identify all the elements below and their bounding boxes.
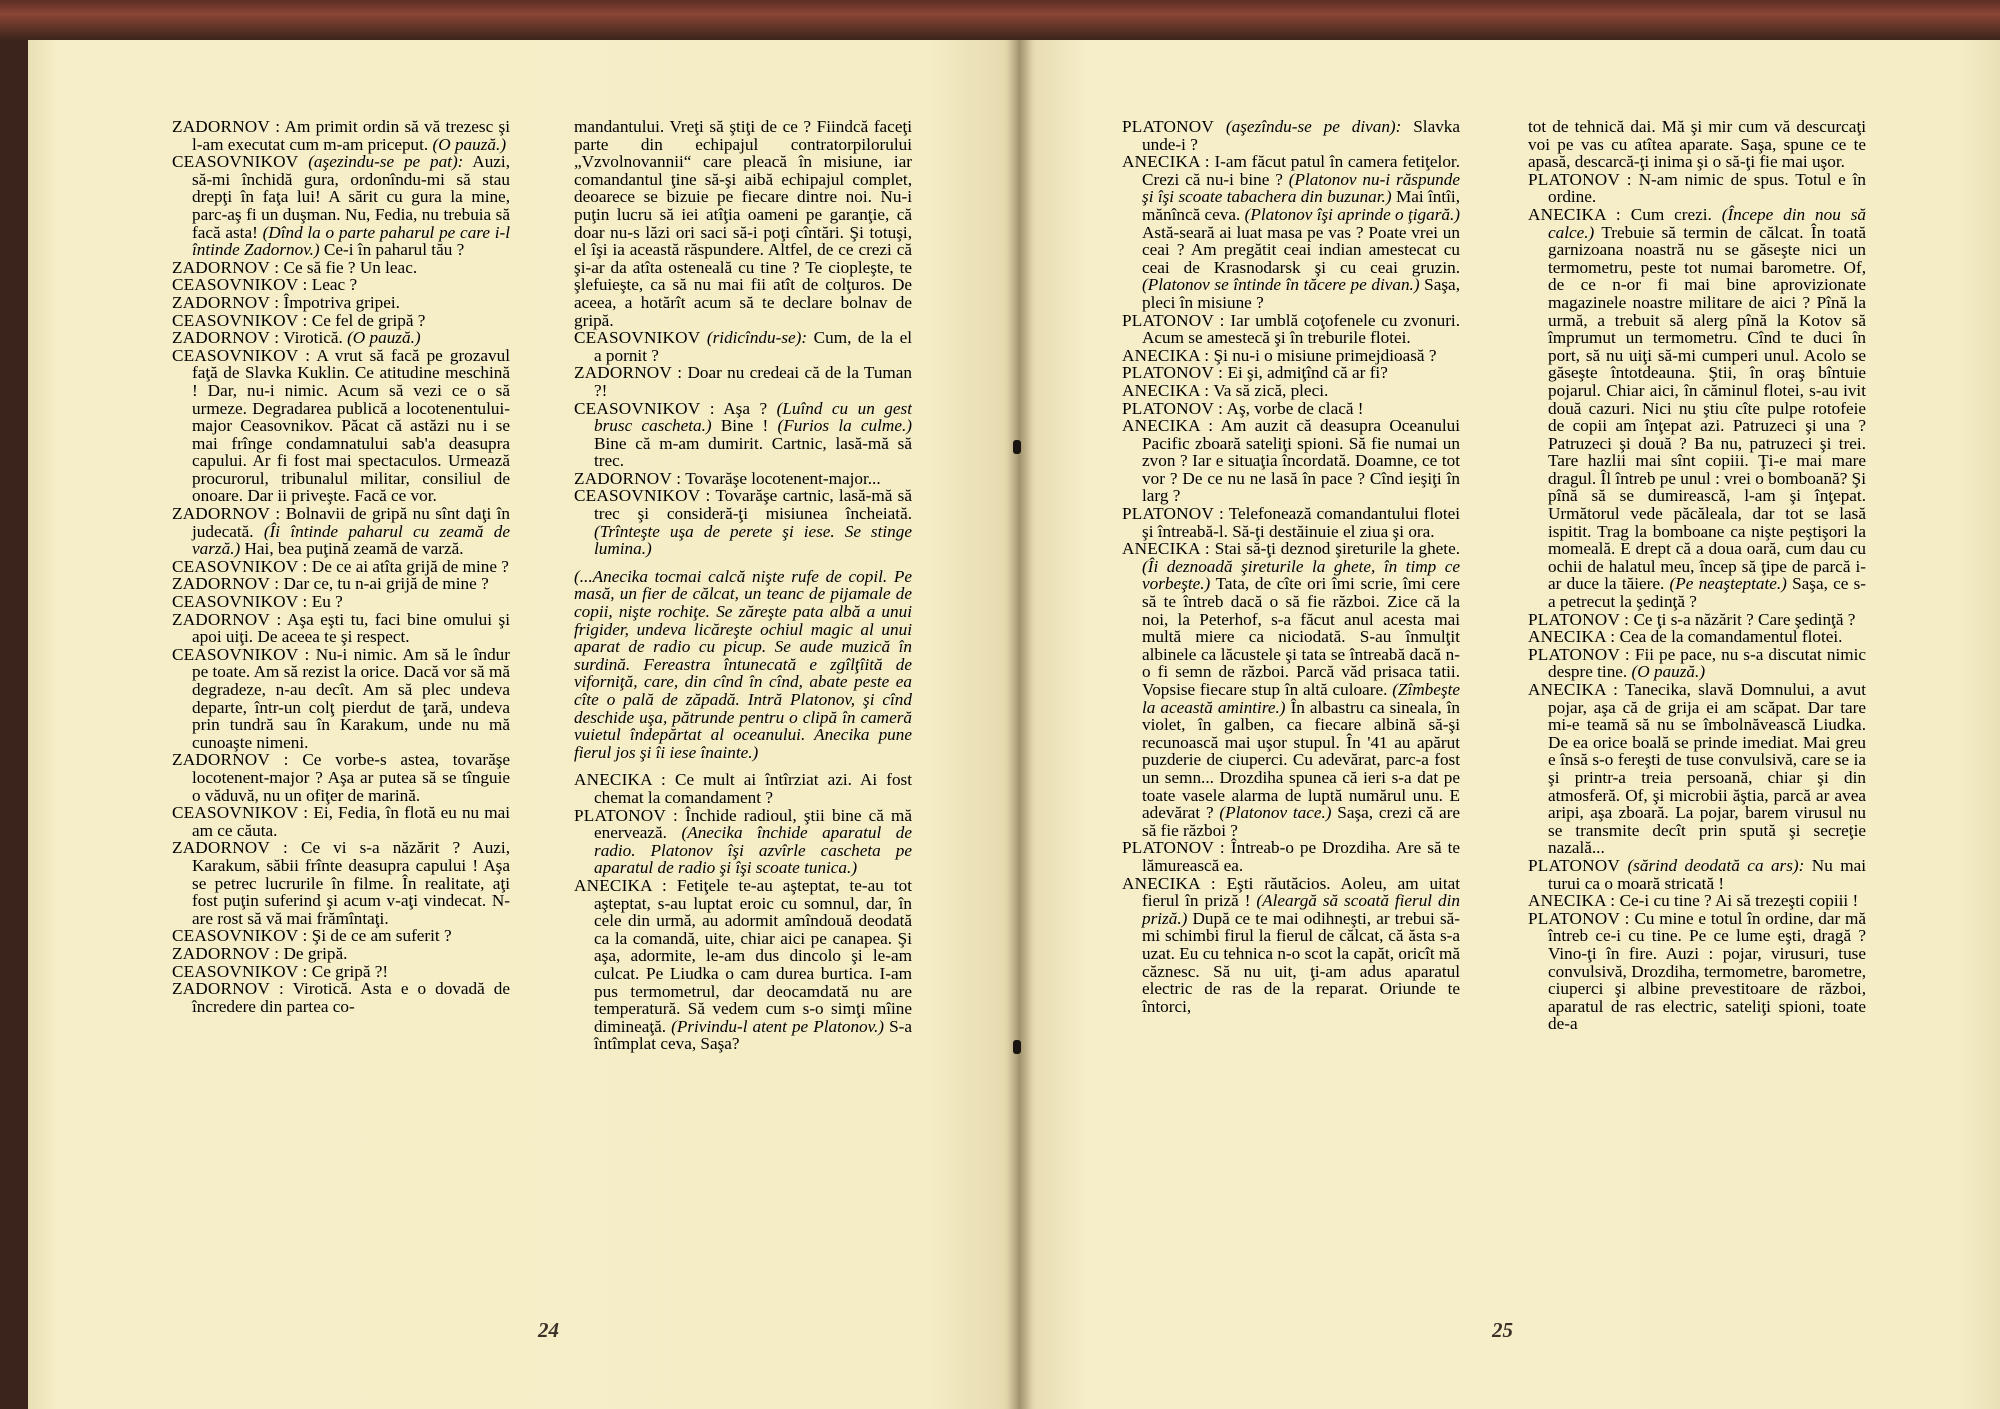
dialogue-text: Ce ţi s-a năzărit ? Care şedinţă ? xyxy=(1633,609,1856,629)
dialogue-text: Cu mine e totul în ordine, dar mă întreb ce-i cu tine. Pe ce lume eşti, dragă ? Vino-ţi în fire. Auzi : pojar, virusuri, tuse convulsivă, Drozdiha, termometre, barometre, ciuperci şi albine prevestitoare de război, aparatul de ras electric, sateliţi spioni, toate de-a xyxy=(1548,908,1866,1034)
stage-direction-text: (Zîmbeşte la această amintire.) xyxy=(1142,680,1460,717)
dialogue-text: Saşa, crezi că are să fie război ? xyxy=(1142,803,1460,840)
speaker-name: PLATONOV : xyxy=(1122,504,1224,524)
stage-direction-text: (Furios la culme.) xyxy=(777,416,912,436)
dialogue-text: Saşa, pleci în misiune ? xyxy=(1142,275,1460,312)
page-number: 25 xyxy=(1492,1318,1513,1342)
speaker-name: PLATONOV : xyxy=(1528,609,1630,629)
dialogue-text: N-am nimic de spus. Totul e în ordine. xyxy=(1548,169,1866,207)
stage-direction-text: (ridicîndu-se): xyxy=(706,328,808,348)
stage-direction-text: (Anecika închide aparatul de radio. Platonov îşi azvîrle cascheta pe aparatul de radio şi îşi scoate tunica.) xyxy=(594,823,912,878)
speaker-name: ANECIKA : xyxy=(574,770,666,790)
dialogue-text: Ce gripă ?! xyxy=(311,961,389,981)
speaker-name: ANECIKA : xyxy=(1528,680,1619,699)
text-column xyxy=(1528,118,1866,1278)
dialogue-line xyxy=(1122,118,1460,153)
dialogue-line xyxy=(1122,153,1460,311)
stage-direction-text: (Luînd cu un gest brusc cascheta.) xyxy=(594,398,912,436)
dialogue-text: Şi de ce am suferit ? xyxy=(311,926,452,946)
speaker-name: PLATONOV : xyxy=(1122,363,1224,383)
dialogue-line xyxy=(172,276,510,294)
dialogue-text: Tata, de cîte ori îmi scrie, îmi cere să te întreb dacă o să fie război. Zice că la noi, la Peterhof, s-a făcut anul acesta mai multă miere ca niciodată. S-au înmulţit albinele ca lăcustele şi tata se întreabă dacă n-o fi semn de război. Parcă văd prisaca tatii. Vopsise fiecare stup în altă culoare. xyxy=(1142,574,1460,699)
dialogue-line xyxy=(172,963,510,981)
dialogue-text: Ei şi, admiţînd că ar fi? xyxy=(1227,363,1388,383)
dialogue-line xyxy=(1528,910,1866,1033)
dialogue-text: Eşti răutăcios. Aoleu, am uitat fierul în priză ! xyxy=(1142,873,1460,911)
speaker-name: CEASOVNIKOV xyxy=(574,328,701,348)
stage-direction-text: (aşezîndu-se pe divan): xyxy=(1225,118,1402,136)
speaker-name: CEASOVNIKOV : xyxy=(574,398,715,418)
speaker-name: CEASOVNIKOV : xyxy=(172,803,309,823)
dialogue-text: Doar nu credeai că de la Tuman ?! xyxy=(594,363,912,400)
page-number: 24 xyxy=(538,1318,559,1342)
dialogue-text: A vrut să facă pe grozavul faţă de Slavka Kuklin. Ce atitudine meschină ! Dar, nu-i nimic. Acum să vezi ce o să urmeze. Degradarea publică a locotenentului-major Ceasovnikov. Păcat că astăzi nu i se mai frînge condamnatului sab'a deasupra capului. Ar fi fost mai spectaculos. Urmează procurorul, tribunalul militar, consiliul de onoare. Dar ii priveşte. Facă ce vor. xyxy=(192,345,510,506)
dialogue-line xyxy=(1122,382,1460,400)
dialogue-line xyxy=(1528,171,1866,206)
speaker-name: ZADORNOV : xyxy=(172,328,280,348)
dialogue-line xyxy=(172,839,510,927)
dialogue-line xyxy=(172,804,510,839)
dialogue-line xyxy=(172,259,510,277)
dialogue-text: De gripă. xyxy=(283,943,348,963)
dialogue-line xyxy=(1122,540,1460,839)
dialogue-line xyxy=(172,329,510,347)
dialogue-text: Bine că m-am dumirit. Cartnic, lasă-mă să trec. xyxy=(594,433,912,471)
dialogue-text: Ce-i cu tine ? Ai să trezeşti copiii ! xyxy=(1619,891,1859,911)
stage-direction-text: (O pauză.) xyxy=(432,134,507,154)
dialogue-text: Bine ! xyxy=(711,416,778,436)
dialogue-line xyxy=(1122,417,1460,505)
dialogue-text: S-a întîmplat ceva, Saşa? xyxy=(594,1016,912,1054)
dialogue-line xyxy=(172,153,510,259)
stage-direction-text: (Platonov nu-i răspunde şi îşi scoate tabachera din buzunar.) xyxy=(1142,169,1460,207)
dialogue-line xyxy=(1528,628,1866,646)
dialogue-text: Împotriva gripei. xyxy=(283,292,400,312)
dialogue-line xyxy=(1528,206,1866,611)
dialogue-line xyxy=(172,980,510,1015)
dialogue-text: Tanecika, slavă Domnului, a avut pojar, aşa că de grija ei am scăpat. Dar tare mi-e teamă să nu se îmbolnăvească Liudka. De ea orice boală se prinde imediat. Mai greu e însă s-o fereşti de tuse convulsivă, care se ia şi printr-a treia persoană, chiar şi din atmosferă. Of, şi microbii ăştia, parcă ar avea aripi, aşa zboară. La pojar, barem virusul nu se transmite decît prin spută şi secreţie nazală... xyxy=(1548,680,1866,858)
speaker-name: ZADORNOV : xyxy=(172,979,284,999)
dialogue-continuation xyxy=(574,118,912,329)
dialogue-text: Aşa eşti tu, faci bine omului şi apoi uiţi. De aceea te şi respect. xyxy=(192,609,510,647)
dialogue-line xyxy=(1122,364,1460,382)
speaker-name: PLATONOV : xyxy=(1122,398,1224,418)
dialogue-text: Aşa ? xyxy=(723,398,777,418)
dialogue-line xyxy=(172,347,510,505)
dialogue-text: De ce ai atîta grijă de mine ? xyxy=(311,556,509,576)
dialogue-line xyxy=(574,807,912,877)
dialogue-line xyxy=(574,877,912,1053)
speaker-name: CEASOVNIKOV : xyxy=(172,961,308,981)
dialogue-text: Iar umblă coţofenele cu zvonuri. Acum se amestecă şi în treburile flotei. xyxy=(1142,310,1460,348)
speaker-name: ANECIKA : xyxy=(1122,380,1210,400)
dialogue-text: Leac ? xyxy=(311,275,358,295)
speaker-name: CEASOVNIKOV xyxy=(172,152,299,172)
dialogue-text: Saşa, ce s-a petrecut la şedinţă ? xyxy=(1548,574,1866,612)
text-column xyxy=(574,118,912,1278)
dialogue-text: Astă-seară ai luat masa pe vas ? Poate vrei un ceai ? Am pregătit ceai indian amestecat cu ceai de Krasnodarsk şi cu ceai gruzin. xyxy=(1142,222,1460,277)
dialogue-text: Cum, de la el a pornit ? xyxy=(594,328,912,365)
dialogue-text: Fii pe pace, nu s-a discutat nimic despre tine. xyxy=(1548,644,1866,682)
dialogue-text: Cum crezi. xyxy=(1630,204,1722,224)
stage-direction-text: (Îi întinde paharul cu zeamă de varză.) xyxy=(192,521,510,559)
speaker-name: ZADORNOV : xyxy=(172,943,280,963)
dialogue-line xyxy=(1122,839,1460,874)
speaker-name: ANECIKA : xyxy=(1122,345,1210,365)
speaker-name: ZADORNOV : xyxy=(172,750,289,770)
speaker-name: CEASOVNIKOV : xyxy=(172,275,308,295)
dialogue-text: Mai întîi, mănîncă ceva. xyxy=(1142,187,1460,224)
dialogue-text: Şi nu-i o misiune primejdioasă ? xyxy=(1213,345,1437,365)
dialogue-line xyxy=(172,945,510,963)
dialogue-text: Slavka unde-i ? xyxy=(1142,118,1460,154)
dialogue-text: Am auzit că deasupra Oceanului Pacific zboară sateliţi spioni. Să fie numai un zvon ? Iar e situaţia încordată. Doamne, ce tot vor ? De ce nu ne lasă în pace ? Cînd ieşiţi în larg ? xyxy=(1142,416,1460,506)
dialogue-continuation xyxy=(1528,118,1866,171)
dialogue-text: Va să zică, pleci. xyxy=(1213,380,1329,400)
speaker-name: CEASOVNIKOV : xyxy=(574,486,711,506)
dialogue-text: (...Anecika tocmai calcă nişte rufe de copil. Pe masă, un fier de călcat, un teanc de pijamale de copii, nişte rochiţe. Se zăreşte pata albă a unui frigider, undeva licăreşte ochiul magic al unui aparat de radio cu picup. Se aude muzică în surdină. Fereastra întunecată e zgîlţîită de viforniţă, care, din cînd în cînd, abate peste ea cîte o pală de zăpadă. Intră Platonov, şi cînd deschide uşa, pătrunde pentru o clipă în cameră vuietul îndepărtat al oceanului. Anecika pune fierul jos şi îi iese înainte.) xyxy=(574,566,912,762)
speaker-name: PLATONOV : xyxy=(574,805,678,825)
stage-direction-text: (Platonov îşi aprinde o ţigară.) xyxy=(1244,204,1460,224)
dialogue-line xyxy=(574,364,912,399)
speaker-name: PLATONOV xyxy=(1528,855,1621,875)
dialogue-text: tot de tehnică dai. Mă şi mir cum vă descurcaţi voi pe vas cu atîtea aparate. Saşa, spune ce te apasă, descarcă-ţi inima şi o să-ţi fie mai uşor. xyxy=(1528,118,1866,172)
dialogue-line xyxy=(172,611,510,646)
dialogue-line xyxy=(1122,875,1460,1016)
speaker-name: PLATONOV : xyxy=(1528,169,1632,189)
dialogue-line xyxy=(172,927,510,945)
speaker-name: ANECIKA : xyxy=(1122,416,1214,436)
dialogue-text: Închide radioul, ştii bine că mă enervează. xyxy=(594,805,912,843)
speaker-name: ANECIKA : xyxy=(574,875,667,895)
speaker-name: PLATONOV : xyxy=(1122,310,1225,330)
speaker-name: CEASOVNIKOV : xyxy=(172,310,308,330)
dialogue-line xyxy=(172,593,510,611)
dialogue-line xyxy=(172,505,510,558)
dialogue-line xyxy=(574,487,912,557)
dialogue-text: I-am făcut patul în camera fetiţelor. Crezi că nu-i bine ? xyxy=(1142,152,1460,189)
dialogue-text: Dar ce, tu n-ai grijă de mine ? xyxy=(283,574,489,594)
stage-direction-text: (O pauză.) xyxy=(347,328,421,348)
stage-direction-text: (Pe neaşteptate.) xyxy=(1669,574,1787,594)
dialogue-text: Virotică. xyxy=(283,328,348,348)
speaker-name: PLATONOV : xyxy=(1528,908,1630,928)
speaker-name: PLATONOV : xyxy=(1528,644,1630,664)
stage-direction-text: (Platonov tace.) xyxy=(1219,803,1332,823)
dialogue-text: Ce-i în paharul tău ? xyxy=(319,240,465,260)
speaker-name: ANECIKA : xyxy=(1528,204,1621,224)
dialogue-line xyxy=(1528,681,1866,857)
stage-direction-text: (Privindu-l atent pe Platonov.) xyxy=(671,1016,885,1036)
dialogue-line xyxy=(1528,892,1866,910)
dialogue-text: Auzi, să-mi închidă gura, ordonîndu-mi să stau drepţi în faţa lui! A sărit cu gura la mine, parc-aş fi un duşman. Nu, Fedia, nu trebuia să facă asta! xyxy=(192,152,510,242)
speaker-name: ZADORNOV : xyxy=(574,468,682,488)
stage-direction-text: (aşezindu-se pe pat): xyxy=(308,152,464,172)
dialogue-text: Nu mai turui ca o moară stricată ! xyxy=(1548,855,1866,893)
dialogue-line xyxy=(1122,505,1460,540)
dialogue-line xyxy=(172,118,510,153)
dialogue-text: Am primit ordin să vă trezesc şi l-am executat cum m-am priceput. xyxy=(192,118,510,154)
dialogue-text: Virotică. Asta e o dovadă de încredere din partea co- xyxy=(192,979,510,1016)
spine-binding-mark xyxy=(1013,1040,1021,1054)
dialogue-line xyxy=(1122,347,1460,365)
speaker-name: ANECIKA : xyxy=(1528,891,1616,911)
book-gutter xyxy=(1008,40,1032,1409)
dialogue-text: În albastru ca sineala, în violet, în galben, ca fiecare albină să-şi recunoască mai uşor stupul. În '41 au apărut puzderie de ciuperci. Cu adevărat, parc-a fost un semn... Drozdiha spunea că ieri s-a dat pe toate vasele alarma de luptă numărul unu. E adevărat ? xyxy=(1142,697,1460,823)
stage-direction-text: (Începe din nou să calce.) xyxy=(1548,204,1866,242)
dialogue-text: Stai să-ţi deznod şireturile la ghete. xyxy=(1214,539,1460,559)
dialogue-line xyxy=(1528,611,1866,629)
dialogue-line xyxy=(1528,857,1866,892)
dialogue-text: Întreab-o pe Drozdiha. Are să te lămurească ea. xyxy=(1142,838,1460,875)
spine-binding-mark xyxy=(1013,440,1021,454)
speaker-name: ZADORNOV : xyxy=(574,363,683,383)
dialogue-line xyxy=(574,329,912,364)
stage-direction-text: (Aleargă să scoată fierul din priză.) xyxy=(1142,891,1460,928)
dialogue-text: Ce să fie ? Un leac. xyxy=(283,257,418,277)
text-column xyxy=(172,118,510,1278)
dialogue-text: Ei, Fedia, în flotă eu nu mai am ce căuta. xyxy=(192,803,510,840)
speaker-name: ZADORNOV : xyxy=(172,838,288,858)
stage-direction-text: (Dînd la o parte paharul pe care i-l întinde Zadornov.) xyxy=(192,222,510,260)
dialogue-text: Hai, bea puţină zeamă de varză. xyxy=(240,539,464,559)
dialogue-line xyxy=(1528,646,1866,681)
speaker-name: CEASOVNIKOV : xyxy=(172,345,311,365)
dialogue-text: Tovarăşe locotenent-major... xyxy=(685,468,881,488)
speaker-name: ANECIKA : xyxy=(1122,152,1210,172)
dialogue-line xyxy=(172,646,510,752)
speaker-name: ZADORNOV : xyxy=(172,292,280,312)
speaker-name: CEASOVNIKOV : xyxy=(172,556,308,576)
dialogue-line xyxy=(172,575,510,593)
speaker-name: ZADORNOV : xyxy=(172,504,281,524)
speaker-name: ANECIKA : xyxy=(1122,539,1210,559)
speaker-name: ZADORNOV : xyxy=(172,574,280,594)
dialogue-text: mandantului. Vreţi să ştiţi de ce ? Fiindcă faceţi parte din echipajul contratorpilorului „Vzvolnovannii“ care pleacă în misiune, iar comandantul ţine să-şi aibă echipajul complet, deoarece se bizuie pe fiecare dintre noi. Nu-i puţin lucru să iei atîţia oameni pe garanţie, că doar nu-s lăzi ori saci să-i poţi cîntări. Şi totuşi, el îşi ia această răspundere. Altfel, de ce crezi că şi-ar da atîta osteneală cu tine ? Te ciopleşte, te şlefuieşte, ca să nu mai fii atît de colţuros. De aceea, a hotărît acum să te declare bolnav de gripă. xyxy=(574,118,912,330)
dialogue-text: Nu-i nimic. Am să le îndur pe toate. Am să rezist la orice. Dacă vor să mă degradeze, n-au decît. Am să plec undeva departe, într-un colţ pierdut de ţară, undeva prin tundră sau în Karakum, unde nu mă cunoaşte nimeni. xyxy=(192,644,510,752)
dialogue-text: După ce te mai odihneşti, ar trebui să-mi schimbi firul la fierul de călcat, că ăsta s-a uzat. Eu cu tehnica n-o scot la capăt, oricît mă căznesc. Să nu uit, ţi-am adus aparatul electric de ras de la reparat. Oriunde te întorci, xyxy=(1142,908,1460,1016)
stage-direction-text: (Platonov se întinde în tăcere pe divan.) xyxy=(1142,275,1420,295)
dialogue-line xyxy=(172,312,510,330)
dialogue-text: Bolnavii de gripă nu sînt daţi în judecată. xyxy=(192,504,510,541)
dialogue-line xyxy=(172,751,510,804)
text-column xyxy=(1122,118,1460,1278)
speaker-name: ANECIKA : xyxy=(1528,627,1616,647)
dialogue-line xyxy=(574,400,912,470)
dialogue-text: Ce fel de gripă ? xyxy=(311,310,426,330)
dialogue-text: Aş, vorbe de clacă ! xyxy=(1226,398,1364,418)
speaker-name: PLATONOV : xyxy=(1122,838,1225,858)
speaker-name: ZADORNOV : xyxy=(172,257,280,277)
dialogue-line xyxy=(574,771,912,806)
speaker-name: PLATONOV xyxy=(1122,118,1215,136)
dialogue-line xyxy=(1122,400,1460,418)
dialogue-line xyxy=(172,294,510,312)
dialogue-text: Ce vi s-a năzărit ? Auzi, Karakum, săbii frînte deasupra capului ! Aşa se petrec lucrurile în filme. În realitate, aţi fost puţin suferind şi acum v-aţi vindecat. N-are rost să vă mai frămîntaţi. xyxy=(192,838,510,928)
dialogue-text: Ce mult ai întîrziat azi. Ai fost chemat la comandament ? xyxy=(594,770,912,807)
speaker-name: ANECIKA : xyxy=(1122,873,1216,893)
speaker-name: CEASOVNIKOV : xyxy=(172,644,310,664)
stage-direction xyxy=(574,568,912,762)
speaker-name: CEASOVNIKOV : xyxy=(172,926,308,946)
dialogue-text: Cea de la comandamentul flotei. xyxy=(1619,627,1843,647)
stage-direction-text: (Trînteşte uşa de perete şi iese. Se stinge lumina.) xyxy=(594,521,912,559)
stage-direction-text: (Îi deznoadă şireturile la ghete, în timp ce vorbeşte.) xyxy=(1142,556,1460,594)
dialogue-line xyxy=(172,558,510,576)
dialogue-line xyxy=(574,470,912,488)
speaker-name: ZADORNOV : xyxy=(172,118,281,136)
dialogue-text: Ce vorbe-s astea, tovarăşe locotenent-major ? Aşa ar putea să se tînguie o văduvă, nu un ofiţer de marină. xyxy=(192,750,510,805)
stage-direction-text: (sărind deodată ca ars): xyxy=(1627,855,1805,875)
dialogue-text: Tovarăşe cartnic, lasă-mă să trec şi consideră-ţi misiunea încheiată. xyxy=(594,486,912,524)
dialogue-text: Telefonează comandantului flotei şi întreabă-l. Să-ţi destăinuie el ziua şi ora. xyxy=(1142,504,1460,541)
dialogue-text: Eu ? xyxy=(311,592,343,612)
dialogue-text: Trebuie să termin de călcat. În toată garnizoana noastră nu se găseşte nici un termometru, peste tot numai barometre. Of, de ce n-or fi mai bine aprovizionate magazinele noastre militare de aici ? Pînă la urmă, a trebuit să alerg pînă la Kotov să împrumut un termometru. Cînd te duci în port, să nu uiţi să-mi cumperi unul. Acolo se găseşte întotdeauna. Ştii, în oraş bîntuie pojarul. Chiar aici, în căminul flotei, s-au ivit două cazuri. Nici nu ştiu cîte pulpe rotofeie de copii am înţepat azi. Patruzeci şi una ? Patruzeci şi două ? Ba nu, patruzeci şi trei. Tare hazlii mai sînt copiii. Ţi-e mai mare dragul. Îl întreb pe unul : vrei o bomboană? Şi pînă să se dumirească, l-am şi înţepat. Următorul vede păcăleala, dar tot se lasă ispitit. Trag la bomboane ca nişte peştişori la momeală. E drept că a doua oară, cum dau cu ochii de halatul meu, încep să ţipe de parcă i-ar duce la tăiere. xyxy=(1548,222,1866,594)
speaker-name: CEASOVNIKOV : xyxy=(172,592,308,612)
speaker-name: ZADORNOV : xyxy=(172,609,282,629)
stage-direction-text: (O pauză.) xyxy=(1631,662,1706,682)
dialogue-line xyxy=(1122,312,1460,347)
dialogue-text: Fetiţele te-au aşteptat, te-au tot aşteptat, s-au luptat eroic cu somnul, dar, în cele din urmă, au adormit amîndouă deodată ca la comandă, uite, chiar aici pe canapea. Şi aşa, adormite, le-am dus dincolo şi le-am culcat. Pe Liudka o cam durea burtica. I-am pus termometrul, dar deocamdată nu are temperatură. Să vedem cum s-o simţi mîine dimineaţă. xyxy=(594,875,912,1036)
